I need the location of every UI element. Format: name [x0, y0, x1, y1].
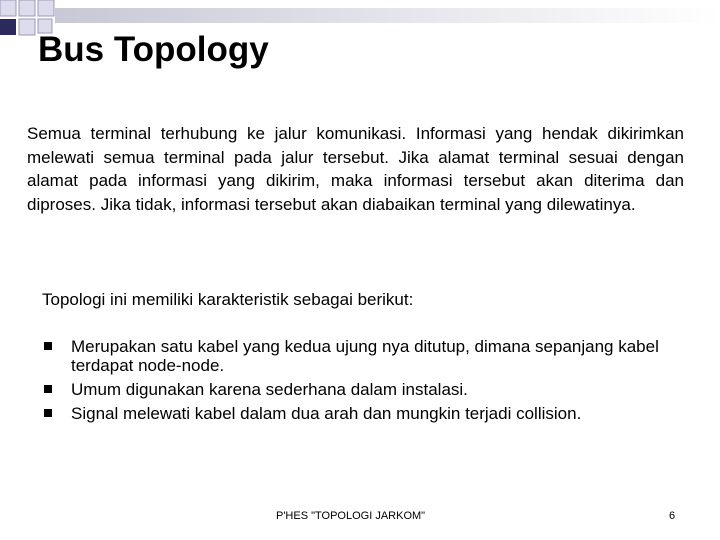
decor-square — [19, 0, 35, 16]
square-bullet-icon — [44, 342, 52, 350]
slide-footer — [0, 510, 720, 526]
list-item — [44, 380, 704, 399]
footer-text: P'HES "TOPOLOGI JARKOM" — [276, 510, 426, 522]
decor-square — [0, 0, 16, 16]
intro-paragraph: Semua terminal terhubung ke jalur komunikasi. Informasi yang hendak dikirimkan melewati semua terminal pada jalur tersebut. Jika alamat terminal sesuai dengan alamat pada informasi yang dikirim, maka informasi tersebut akan diterima dan diproses. Jika tidak, informasi tersebut akan diabaikan terminal yang dilewatinya. — [27, 124, 684, 214]
characteristics-list — [44, 337, 704, 428]
decor-square — [19, 19, 35, 35]
square-bullet-icon — [44, 409, 52, 417]
list-item-text: Umum digunakan karena sederhana dalam instalasi. — [71, 380, 468, 399]
page-number: 6 — [669, 510, 676, 522]
square-bullet-icon — [44, 385, 52, 393]
slide-title: Bus Topology — [38, 30, 269, 69]
list-item — [44, 337, 704, 375]
list-item-text: Merupakan satu kabel yang kedua ujung nya ditutup, dimana sepanjang kabel terdapat node-node. — [71, 337, 659, 375]
decor-square — [38, 0, 54, 16]
list-item — [44, 404, 704, 423]
list-item-text: Signal melewati kabel dalam dua arah dan mungkin terjadi collision. — [71, 404, 582, 423]
decor-square — [0, 19, 16, 35]
header-gradient-bar — [55, 8, 720, 23]
characteristics-lead: Topologi ini memiliki karakteristik sebagai berikut: — [42, 290, 414, 309]
